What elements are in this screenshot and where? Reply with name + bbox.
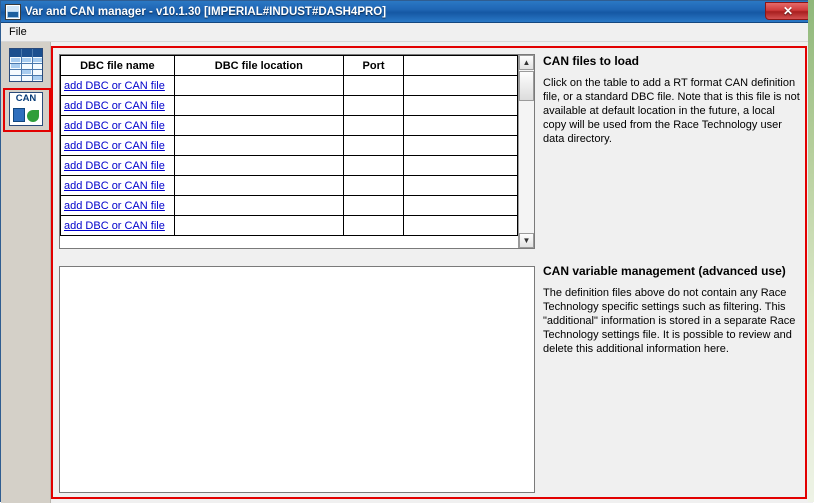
cell-location[interactable] — [174, 216, 343, 236]
cell-location[interactable] — [174, 76, 343, 96]
table-header-row — [61, 56, 518, 76]
link-label: add DBC or CAN file — [64, 119, 165, 132]
can-icon-label: CAN — [15, 93, 37, 104]
can-files-help-text: Click on the table to add a RT format CAN definition file, or a standard DBC file. Note that is this file is not available at default location in the future, a local copy will be used from the Race Technology user data directory. — [543, 77, 800, 145]
dbc-table-scroll-area — [60, 55, 518, 248]
table-row[interactable] — [61, 196, 518, 216]
leaf-shape — [27, 110, 39, 122]
title-bar — [1, 1, 813, 23]
can-files-help — [543, 54, 801, 146]
cell-port[interactable] — [343, 96, 403, 116]
can-variable-help-text: The definition files above do not contain any Race Technology specific settings such as filtering. This "additional" information is stored in a separate Race Technology settings file. It is possible to review and delete this additional information here. — [543, 287, 796, 355]
desktop-background-sliver — [808, 0, 814, 502]
cell-port[interactable] — [343, 116, 403, 136]
dbc-table-body — [61, 76, 518, 236]
column-header-dbc-file-location: DBC file location — [174, 56, 343, 76]
column-header-port: Port — [343, 56, 403, 76]
cell-extra[interactable] — [404, 216, 518, 236]
can-variable-list-panel[interactable] — [59, 266, 535, 493]
cell-port[interactable] — [343, 136, 403, 156]
variable-manager-button[interactable] — [9, 48, 45, 84]
scroll-up-arrow-icon[interactable]: ▲ — [519, 55, 534, 70]
cell-port[interactable] — [343, 176, 403, 196]
table-vertical-scrollbar[interactable] — [518, 55, 534, 248]
content-panel-highlight — [51, 46, 807, 499]
can-variable-help-title: CAN variable management (advanced use) — [543, 264, 786, 278]
cell-extra[interactable] — [404, 176, 518, 196]
add-dbc-or-can-file-link[interactable] — [61, 136, 175, 156]
cell-extra[interactable] — [404, 156, 518, 176]
can-files-help-title: CAN files to load — [543, 54, 640, 68]
cell-extra[interactable] — [404, 196, 518, 216]
table-row[interactable] — [61, 116, 518, 136]
window-title: Var and CAN manager - v10.1.30 [IMPERIAL#INDUST#DASH4PRO] — [25, 5, 387, 18]
link-label: add DBC or CAN file — [64, 99, 165, 112]
cell-location[interactable] — [174, 156, 343, 176]
add-dbc-or-can-file-link[interactable] — [61, 156, 175, 176]
column-header-dbc-file-name: DBC file name — [61, 56, 175, 76]
cell-location[interactable] — [174, 116, 343, 136]
body-area — [1, 42, 813, 503]
plug-shape — [13, 108, 25, 122]
add-dbc-or-can-file-link[interactable] — [61, 116, 175, 136]
column-header-extra — [404, 56, 518, 76]
menu-bar — [1, 23, 813, 42]
cell-extra[interactable] — [404, 96, 518, 116]
link-label: add DBC or CAN file — [64, 79, 165, 92]
can-variable-help — [543, 264, 801, 356]
cell-port[interactable] — [343, 156, 403, 176]
link-label: add DBC or CAN file — [64, 219, 165, 232]
link-label: add DBC or CAN file — [64, 199, 165, 212]
grid-table-icon — [9, 48, 43, 82]
link-label: add DBC or CAN file — [64, 139, 165, 152]
cell-location[interactable] — [174, 136, 343, 156]
link-label: add DBC or CAN file — [64, 179, 165, 192]
table-row[interactable] — [61, 96, 518, 116]
dbc-file-table[interactable] — [59, 54, 535, 249]
cell-extra[interactable] — [404, 76, 518, 96]
link-label: add DBC or CAN file — [64, 159, 165, 172]
add-dbc-or-can-file-link[interactable] — [61, 96, 175, 116]
add-dbc-or-can-file-link[interactable] — [61, 196, 175, 216]
cell-location[interactable] — [174, 196, 343, 216]
cell-port[interactable] — [343, 76, 403, 96]
can-manager-button[interactable] — [9, 92, 45, 128]
table-row[interactable] — [61, 136, 518, 156]
add-dbc-or-can-file-link[interactable] — [61, 76, 175, 96]
add-dbc-or-can-file-link[interactable] — [61, 176, 175, 196]
table-row[interactable] — [61, 76, 518, 96]
cell-port[interactable] — [343, 196, 403, 216]
cell-port[interactable] — [343, 216, 403, 236]
table-row[interactable] — [61, 176, 518, 196]
scroll-down-arrow-icon[interactable]: ▼ — [519, 233, 534, 248]
add-dbc-or-can-file-link[interactable] — [61, 216, 175, 236]
tool-strip — [1, 42, 51, 503]
can-plug-icon — [9, 92, 43, 126]
table-row[interactable] — [61, 216, 518, 236]
cell-location[interactable] — [174, 96, 343, 116]
cell-location[interactable] — [174, 176, 343, 196]
app-icon — [5, 4, 21, 20]
menu-item-file[interactable]: File — [9, 25, 27, 38]
scrollbar-thumb[interactable] — [519, 71, 534, 101]
table-row[interactable] — [61, 156, 518, 176]
cell-extra[interactable] — [404, 136, 518, 156]
close-button[interactable]: ✕ — [765, 2, 811, 20]
cell-extra[interactable] — [404, 116, 518, 136]
